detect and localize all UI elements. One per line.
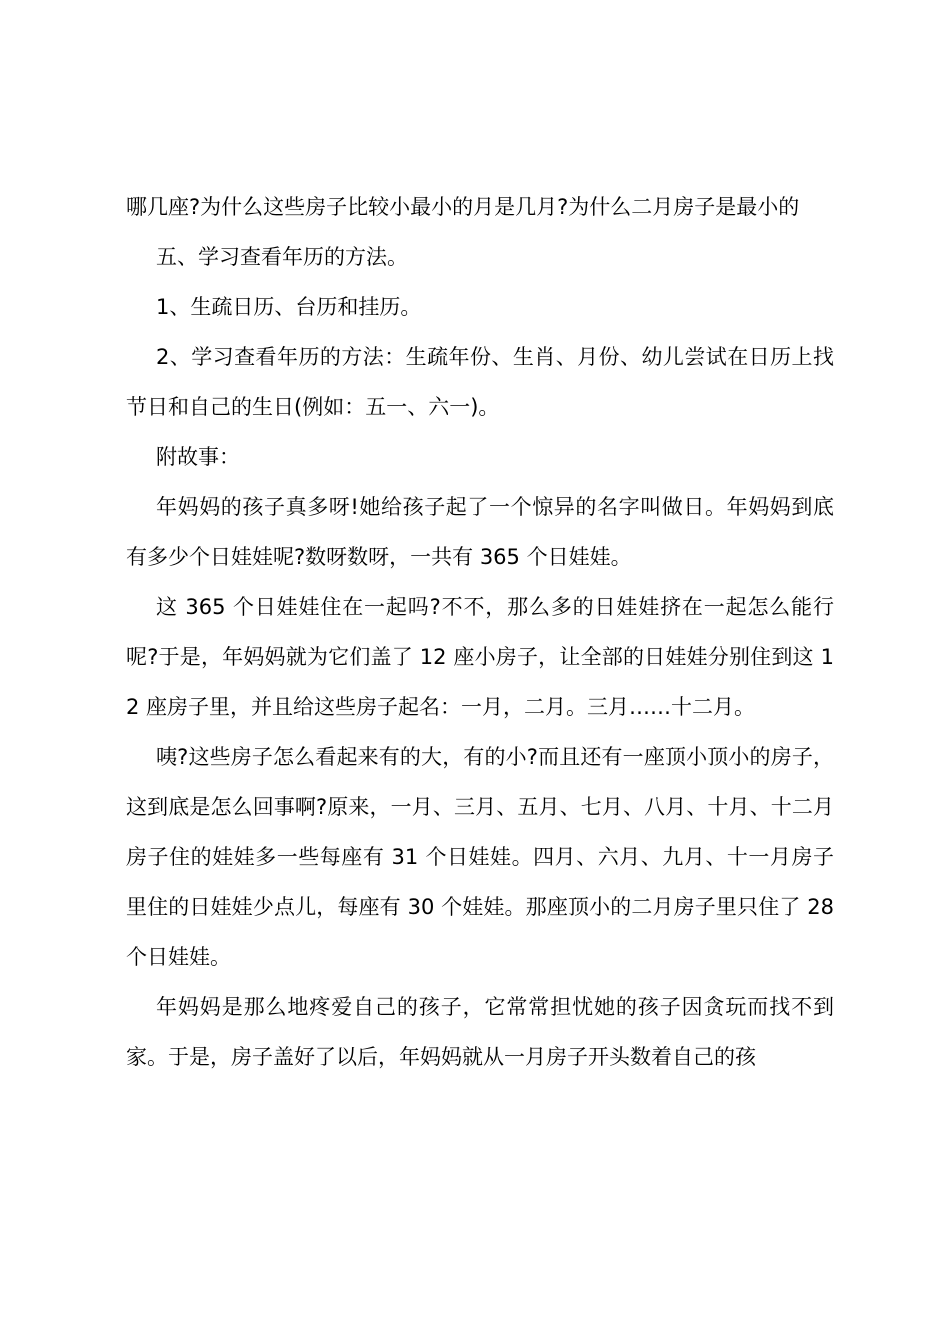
document-body	[126, 182, 834, 1082]
paragraph-story-house-sizes: 咦?这些房子怎么看起来有的大，有的小?而且还有一座顶小顶小的房子，这到底是怎么回事啊?原来，一月、三月、五月、七月、八月、十月、十二月房子住的娃娃多一些每座有 31 个日娃娃。四月、六月、九月、十一月房子里住的日娃娃少点儿，每座有 30 个娃娃。那座顶小的二月房子里只住了 28 个日娃娃。	[126, 745, 834, 969]
paragraph-step-two: 2、学习查看年历的方法：生疏年份、生肖、月份、幼儿尝试在日历上找节日和自己的生日(例如：五一、六一)。	[126, 345, 834, 419]
paragraph-section-five-heading: 五、学习查看年历的方法。	[156, 245, 408, 269]
paragraph-story-counting-children: 年妈妈是那么地疼爱自己的孩子，它常常担忧她的孩子因贪玩而找不到家。于是，房子盖好了以后，年妈妈就从一月房子开头数着自己的孩	[126, 995, 834, 1069]
paragraph-story-heading: 附故事：	[156, 445, 240, 469]
paragraph-question-smallest-month: 哪几座?为什么这些房子比较小最小的月是几月?为什么二月房子是最小的	[126, 195, 800, 219]
paragraph-story-intro: 年妈妈的孩子真多呀!她给孩子起了一个惊异的名字叫做日。年妈妈到底有多少个日娃娃呢?数呀数呀，一共有 365 个日娃娃。	[126, 495, 834, 569]
paragraph-step-one: 1、生疏日历、台历和挂历。	[156, 295, 422, 319]
paragraph-story-twelve-houses: 这 365 个日娃娃住在一起吗?不不，那么多的日娃娃挤在一起怎么能行呢?于是，年妈妈就为它们盖了 12 座小房子，让全部的日娃娃分别住到这 12 座房子里，并且给这些房子起名：一月，二月。三月……十二月。	[126, 595, 834, 719]
